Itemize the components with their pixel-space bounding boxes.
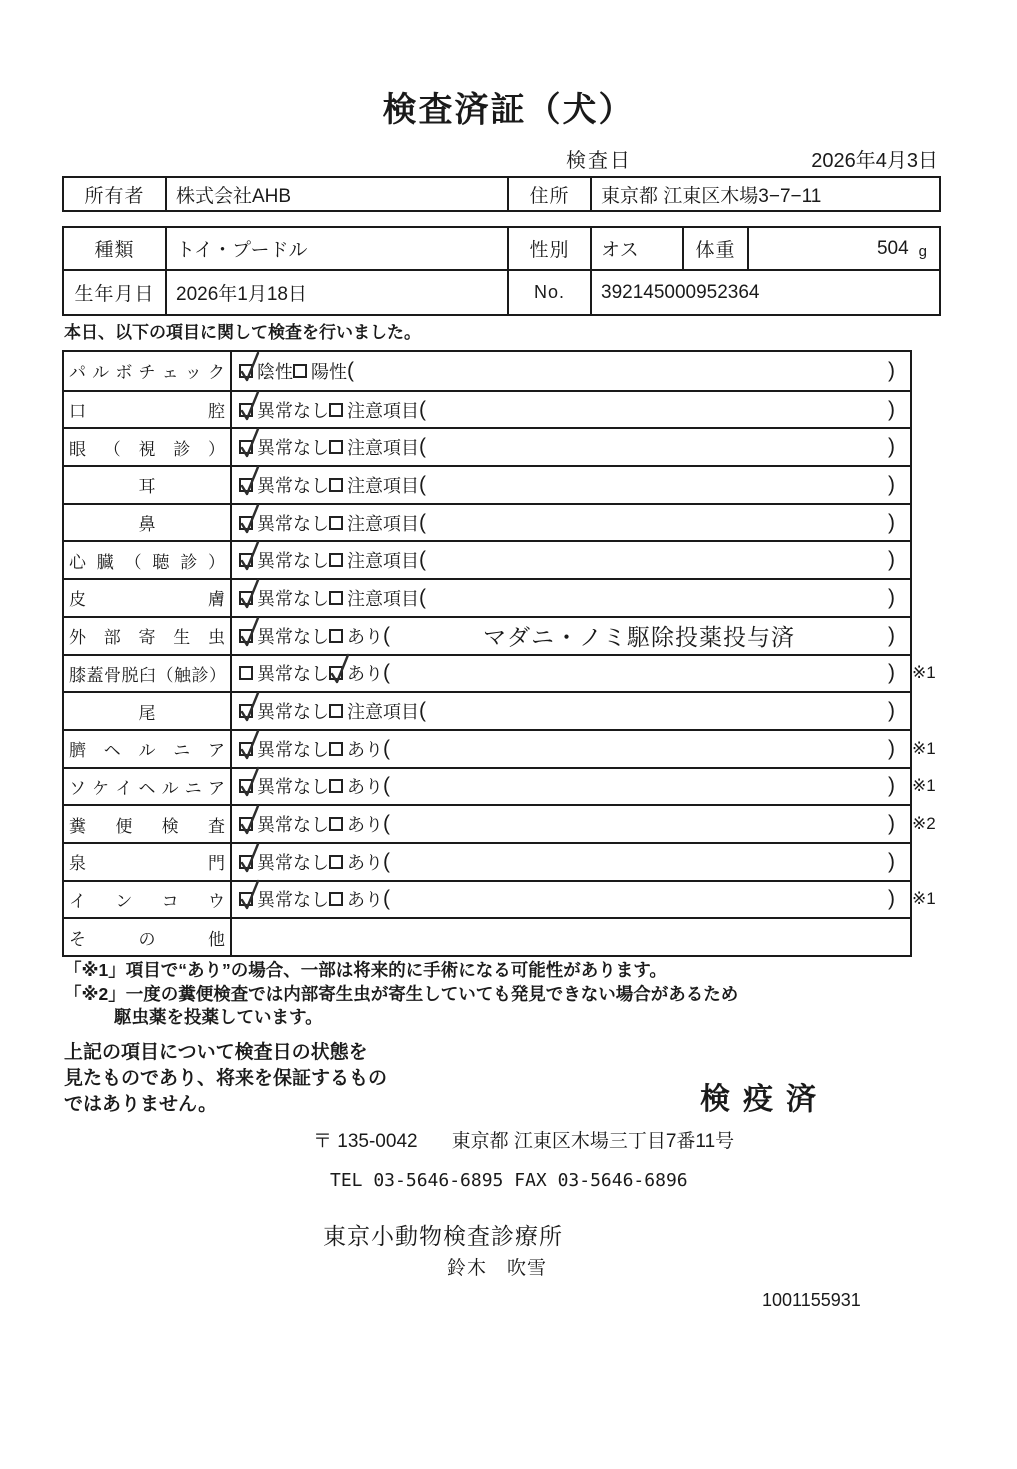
paren-close: ) <box>888 585 895 609</box>
label-char: 皮 <box>69 590 86 610</box>
label-char: 査 <box>207 816 225 836</box>
label-char: 他 <box>208 929 225 949</box>
checkbox-icon <box>329 742 343 756</box>
breed-value: トイ・プードル <box>165 228 507 271</box>
option-1-label: 異常なし <box>257 702 329 723</box>
label-char: 糞 <box>69 816 86 836</box>
remarks-field <box>383 850 910 874</box>
label-char: 膚 <box>208 590 225 610</box>
checklist-item-content <box>232 392 910 428</box>
checkbox-icon <box>329 440 343 454</box>
checkbox-icon <box>239 666 253 680</box>
certificate-no-value: 392145000952364 <box>590 271 939 314</box>
label-char: ニ <box>173 741 191 761</box>
option-1-label: 異常なし <box>257 626 329 647</box>
document-title: 検査済証（犬） <box>382 91 635 129</box>
clinic-address: 東京都 江東区木場三丁目7番11号 <box>451 1131 735 1152</box>
checkbox-checked-icon <box>239 403 253 417</box>
inspection-date-label: 検査日 <box>566 150 632 172</box>
paren-close: ) <box>888 774 895 798</box>
label-char: 口 <box>69 402 86 422</box>
checkbox-checked-icon <box>239 817 253 831</box>
paren-open: ( <box>347 358 354 382</box>
paren-open: ( <box>419 435 426 459</box>
checkbox-checked-icon <box>239 892 253 906</box>
option-1-label: 異常なし <box>257 739 329 760</box>
checklist-item-label <box>64 542 232 578</box>
paren-close: ) <box>888 358 895 382</box>
examiner-name: 鈴木 吹雪 <box>447 1258 548 1279</box>
paren-close: ) <box>888 887 895 911</box>
checklist-option-1 <box>239 886 329 912</box>
label-char: ボ <box>115 363 133 383</box>
owner-label: 所有者 <box>84 185 145 207</box>
checklist-item-content <box>232 919 910 955</box>
label-char: ウ <box>207 891 225 911</box>
weight-unit: g <box>918 242 927 260</box>
footnote-1: 「※1」項目で“あり”の場合、一部は将来的に手術になる可能性があります。 <box>64 960 667 980</box>
disclaimer-line3: ではありません。 <box>64 1094 218 1115</box>
birthdate-label: 生年月日 <box>74 284 155 305</box>
checklist-item-label <box>64 919 232 955</box>
option-2-label: 注意項目 <box>347 588 419 609</box>
checkbox-checked-icon <box>239 364 253 378</box>
checkbox-checked-icon <box>329 666 343 680</box>
option-1-label: 異常なし <box>257 777 329 798</box>
checklist-item-content <box>232 505 910 541</box>
serial-number: 1001155931 <box>762 1290 861 1310</box>
checklist-option-2 <box>329 773 383 799</box>
checklist-option-1 <box>239 397 329 423</box>
option-2-label: あり <box>347 815 383 836</box>
paren-open: ( <box>419 585 426 609</box>
checklist-option-1 <box>239 811 329 837</box>
label-char: ア <box>208 741 225 761</box>
label-char: 生 <box>173 628 191 648</box>
checklist-option-1 <box>239 849 329 875</box>
remarks-field <box>383 619 910 652</box>
checklist-item-label: 尾 <box>64 693 232 729</box>
label-char: パ <box>69 363 86 383</box>
checklist-option-1 <box>239 434 329 460</box>
checklist-item-label <box>64 731 232 767</box>
checklist-table <box>62 350 936 957</box>
checklist-item-label: 鼻 <box>64 505 232 541</box>
sex-label: 性別 <box>507 228 590 271</box>
paren-open: ( <box>383 812 390 836</box>
checklist-item-label <box>64 429 232 465</box>
disclaimer-line1: 上記の項目について検査日の状態を <box>64 1042 368 1063</box>
label-char: ） <box>208 439 225 459</box>
option-1-label: 異常なし <box>257 400 329 421</box>
label-char: ェ <box>161 363 179 383</box>
checklist-item-content <box>232 882 910 918</box>
label-char: 眼 <box>69 439 86 459</box>
postal-code: 〒 135-0042 <box>313 1131 418 1152</box>
label-char: 部 <box>103 628 121 648</box>
option-2-label: あり <box>347 626 383 647</box>
inspection-date-value: 2026年4月3日 <box>811 150 938 172</box>
weight-value <box>747 228 939 271</box>
checklist-option-2 <box>329 698 419 724</box>
option-2-label: あり <box>347 739 383 760</box>
footnote-mark: ※1 <box>912 738 936 758</box>
paren-open: ( <box>383 887 390 911</box>
checklist-option-1 <box>239 698 329 724</box>
label-char: 門 <box>208 854 225 874</box>
remarks-field <box>419 699 910 723</box>
birthdate-value: 2026年1月18日 <box>165 271 507 314</box>
disclaimer-text <box>64 1040 387 1118</box>
paren-open: ( <box>419 548 426 572</box>
weight-label: 体重 <box>682 228 747 271</box>
paren-open: ( <box>383 623 390 647</box>
checkbox-checked-icon <box>239 440 253 454</box>
checklist-item-content <box>232 542 910 578</box>
disclaimer-line2: 見たものであり、将来を保証するもの <box>64 1068 388 1089</box>
sex-value: オス <box>590 228 682 271</box>
paren-open: ( <box>419 699 426 723</box>
checkbox-icon <box>329 779 343 793</box>
checkbox-icon <box>329 629 343 643</box>
label-char: 泉 <box>69 854 86 874</box>
paren-open: ( <box>383 661 390 685</box>
checkbox-checked-icon <box>239 704 253 718</box>
checkbox-icon <box>329 516 343 530</box>
label-char: （ <box>124 552 142 572</box>
label-char: 臓 <box>96 552 114 572</box>
paren-close: ) <box>888 397 895 421</box>
checklist-option-2 <box>329 886 383 912</box>
footnote-2-line1: 「※2」一度の糞便検査では内部寄生虫が寄生していても発見できない場合があるため <box>64 984 739 1004</box>
checkbox-checked-icon <box>239 742 253 756</box>
checkbox-checked-icon <box>239 779 253 793</box>
label-char: ヘ <box>138 778 156 798</box>
remarks-text: マダニ・ノミ駆除投薬投与済 <box>483 624 795 651</box>
label-char: コ <box>161 891 179 911</box>
checklist-row <box>64 427 910 465</box>
checklist-option-2 <box>329 510 419 536</box>
checkbox-checked-icon <box>239 553 253 567</box>
label-char: ア <box>207 778 225 798</box>
label-char: ン <box>115 891 133 911</box>
option-1-label: 異常なし <box>257 551 329 572</box>
checklist-option-2 <box>329 397 419 423</box>
paren-close: ) <box>888 623 895 647</box>
option-1-label: 異常なし <box>257 475 329 496</box>
remarks-field <box>419 548 910 572</box>
checklist-option-2 <box>329 849 383 875</box>
checklist-item-content <box>232 352 910 390</box>
checklist-item-label: 膝蓋骨脱臼（触診） <box>64 656 232 692</box>
clinic-tel-fax: TEL 03-5646-6895 FAX 03-5646-6896 <box>330 1170 688 1191</box>
checklist-item-content <box>232 844 910 880</box>
option-1-label: 異常なし <box>257 438 329 459</box>
paren-close: ) <box>888 812 895 836</box>
option-2-label: 陽性 <box>311 361 347 382</box>
checkbox-checked-icon <box>239 516 253 530</box>
paren-close: ) <box>888 472 895 496</box>
option-2-label: あり <box>347 777 383 798</box>
remarks-field <box>419 435 910 459</box>
option-2-label: 注意項目 <box>347 438 419 459</box>
remarks-field <box>419 473 910 497</box>
checklist-option-2 <box>293 358 347 384</box>
checklist-item-label: 耳 <box>64 467 232 503</box>
checklist-row <box>64 729 936 767</box>
checklist-item-label <box>64 769 232 805</box>
label-char: そ <box>69 929 86 949</box>
label-char: 検 <box>161 816 179 836</box>
label-char: 便 <box>115 816 133 836</box>
checklist-row <box>64 616 910 654</box>
checklist-item-content <box>232 769 910 805</box>
remarks-field <box>383 887 910 911</box>
paren-open: ( <box>383 736 390 760</box>
label-char: ソ <box>69 778 86 798</box>
checklist-option-1 <box>239 547 329 573</box>
checklist-row <box>64 540 910 578</box>
label-char: ル <box>138 741 156 761</box>
option-1-label: 陰性 <box>257 361 293 382</box>
label-char: 寄 <box>138 628 156 648</box>
option-2-label: 注意項目 <box>347 513 419 534</box>
checkbox-icon <box>329 403 343 417</box>
option-1-label: 異常なし <box>257 852 329 873</box>
owner-value: 株式会社AHB <box>165 178 507 210</box>
label-char: イ <box>115 778 133 798</box>
option-1-label: 異常なし <box>257 513 329 534</box>
option-2-label: 注意項目 <box>347 475 419 496</box>
label-char: 診 <box>173 439 191 459</box>
checklist-item-label <box>64 882 232 918</box>
remarks-field <box>419 586 910 610</box>
checklist-row <box>64 352 910 390</box>
paren-open: ( <box>383 774 390 798</box>
checklist-item-content <box>232 656 910 692</box>
checkbox-icon <box>329 478 343 492</box>
checklist-option-1 <box>239 623 329 649</box>
option-1-label: 異常なし <box>257 890 329 911</box>
checklist-item-content <box>232 618 910 654</box>
checklist-item-label <box>64 392 232 428</box>
label-char: の <box>138 929 156 949</box>
weight-number: 504 <box>876 237 909 259</box>
checklist-option-2 <box>329 623 383 649</box>
checklist-option-1 <box>239 585 329 611</box>
checklist-option-2 <box>329 585 419 611</box>
label-char: ヘ <box>103 741 121 761</box>
paren-close: ) <box>888 548 895 572</box>
checklist-option-1 <box>239 472 329 498</box>
checklist-option-2 <box>329 736 383 762</box>
checklist-item-label <box>64 352 232 390</box>
remarks-field <box>383 661 910 685</box>
checklist-option-2 <box>329 547 419 573</box>
footnote-mark: ※2 <box>912 814 936 834</box>
label-char: ク <box>207 363 225 383</box>
checklist-row <box>64 390 910 428</box>
breed-label: 種類 <box>64 228 165 271</box>
checklist-item-content <box>232 467 910 503</box>
option-2-label: あり <box>347 664 383 685</box>
paren-open: ( <box>419 397 426 421</box>
label-char: 虫 <box>208 628 225 648</box>
clinic-address-line <box>313 1126 734 1153</box>
checklist-row <box>64 503 910 541</box>
checkbox-icon <box>329 855 343 869</box>
checklist-item-content <box>232 429 910 465</box>
remarks-field <box>347 359 910 383</box>
remarks-field <box>419 511 910 535</box>
checklist-row <box>64 691 910 729</box>
remarks-field <box>383 737 910 761</box>
label-char: 視 <box>138 439 156 459</box>
checklist-item-label <box>64 580 232 616</box>
checklist-option-2 <box>329 472 419 498</box>
checkbox-icon <box>329 892 343 906</box>
label-char: ル <box>161 778 179 798</box>
label-char: ） <box>207 552 225 572</box>
remarks-field <box>383 774 910 798</box>
footnote-mark: ※1 <box>912 889 936 909</box>
checklist-item-label <box>64 844 232 880</box>
checklist-option-2 <box>329 660 383 686</box>
checklist-row <box>64 578 910 616</box>
checklist-row <box>64 917 910 955</box>
option-2-label: あり <box>347 890 383 911</box>
checklist-row <box>64 804 936 842</box>
label-char: ッ <box>184 363 202 383</box>
checkbox-icon <box>329 591 343 605</box>
remarks-field <box>419 398 910 422</box>
footnote-mark: ※1 <box>912 776 936 796</box>
checklist-item-content <box>232 731 910 767</box>
option-2-label: あり <box>347 852 383 873</box>
label-char: 腔 <box>208 402 225 422</box>
label-char: 心 <box>69 552 86 572</box>
checklist-item-content <box>232 806 910 842</box>
address-label: 住所 <box>507 178 590 210</box>
checklist-row <box>64 767 936 805</box>
option-2-label: 注意項目 <box>347 400 419 421</box>
label-char: ル <box>92 363 110 383</box>
label-char: 聴 <box>152 552 170 572</box>
checkbox-checked-icon <box>239 629 253 643</box>
paren-close: ) <box>888 736 895 760</box>
checklist-option-1 <box>239 660 329 686</box>
owner-table <box>62 176 941 212</box>
checkbox-icon <box>329 553 343 567</box>
checklist-option-1 <box>239 510 329 536</box>
checklist-item-label <box>64 618 232 654</box>
footnote-2 <box>64 983 738 1029</box>
label-char: イ <box>69 891 86 911</box>
footnote-mark: ※1 <box>912 663 936 683</box>
option-2-label: 注意項目 <box>347 702 419 723</box>
checkbox-icon <box>329 704 343 718</box>
checklist-row <box>64 654 936 692</box>
checklist-option-1 <box>239 358 293 384</box>
checkbox-icon <box>293 364 307 378</box>
animal-table <box>62 226 941 316</box>
remarks-field <box>383 812 910 836</box>
address-value: 東京都 江東区木場3−7−11 <box>590 178 939 210</box>
paren-close: ) <box>888 435 895 459</box>
paren-close: ) <box>888 510 895 534</box>
option-1-label: 異常なし <box>257 815 329 836</box>
paren-close: ) <box>888 699 895 723</box>
checkbox-checked-icon <box>239 855 253 869</box>
checklist-option-1 <box>239 736 329 762</box>
checklist-row <box>64 842 910 880</box>
paren-close: ) <box>888 849 895 873</box>
label-char: 臍 <box>69 741 86 761</box>
checkbox-checked-icon <box>239 591 253 605</box>
checklist-item-content <box>232 580 910 616</box>
label-char: 診 <box>180 552 198 572</box>
footnote-2-line2: 駆虫薬を投薬しています。 <box>114 1007 323 1027</box>
checklist-option-1 <box>239 773 329 799</box>
label-char: 外 <box>69 628 86 648</box>
paren-open: ( <box>419 510 426 534</box>
label-char: チ <box>138 363 156 383</box>
paren-open: ( <box>419 472 426 496</box>
option-2-label: 注意項目 <box>347 551 419 572</box>
quarantine-stamp: 検疫済 <box>700 1083 829 1116</box>
certificate-no-label: No. <box>507 271 590 314</box>
clinic-name: 東京小動物検査診療所 <box>323 1223 563 1249</box>
checkbox-icon <box>329 817 343 831</box>
checklist-row <box>64 880 936 918</box>
label-char: ケ <box>92 778 110 798</box>
option-1-label: 異常なし <box>257 664 329 685</box>
label-char: （ <box>103 439 121 459</box>
checkbox-checked-icon <box>239 478 253 492</box>
label-char: ニ <box>184 778 202 798</box>
intro-text: 本日、以下の項目に関して検査を行いました。 <box>64 323 421 342</box>
checklist-option-2 <box>329 434 419 460</box>
checklist-option-2 <box>329 811 383 837</box>
checklist-item-content <box>232 693 910 729</box>
paren-open: ( <box>383 849 390 873</box>
paren-close: ) <box>888 661 895 685</box>
checklist-item-label <box>64 806 232 842</box>
option-1-label: 異常なし <box>257 588 329 609</box>
checklist-row <box>64 465 910 503</box>
